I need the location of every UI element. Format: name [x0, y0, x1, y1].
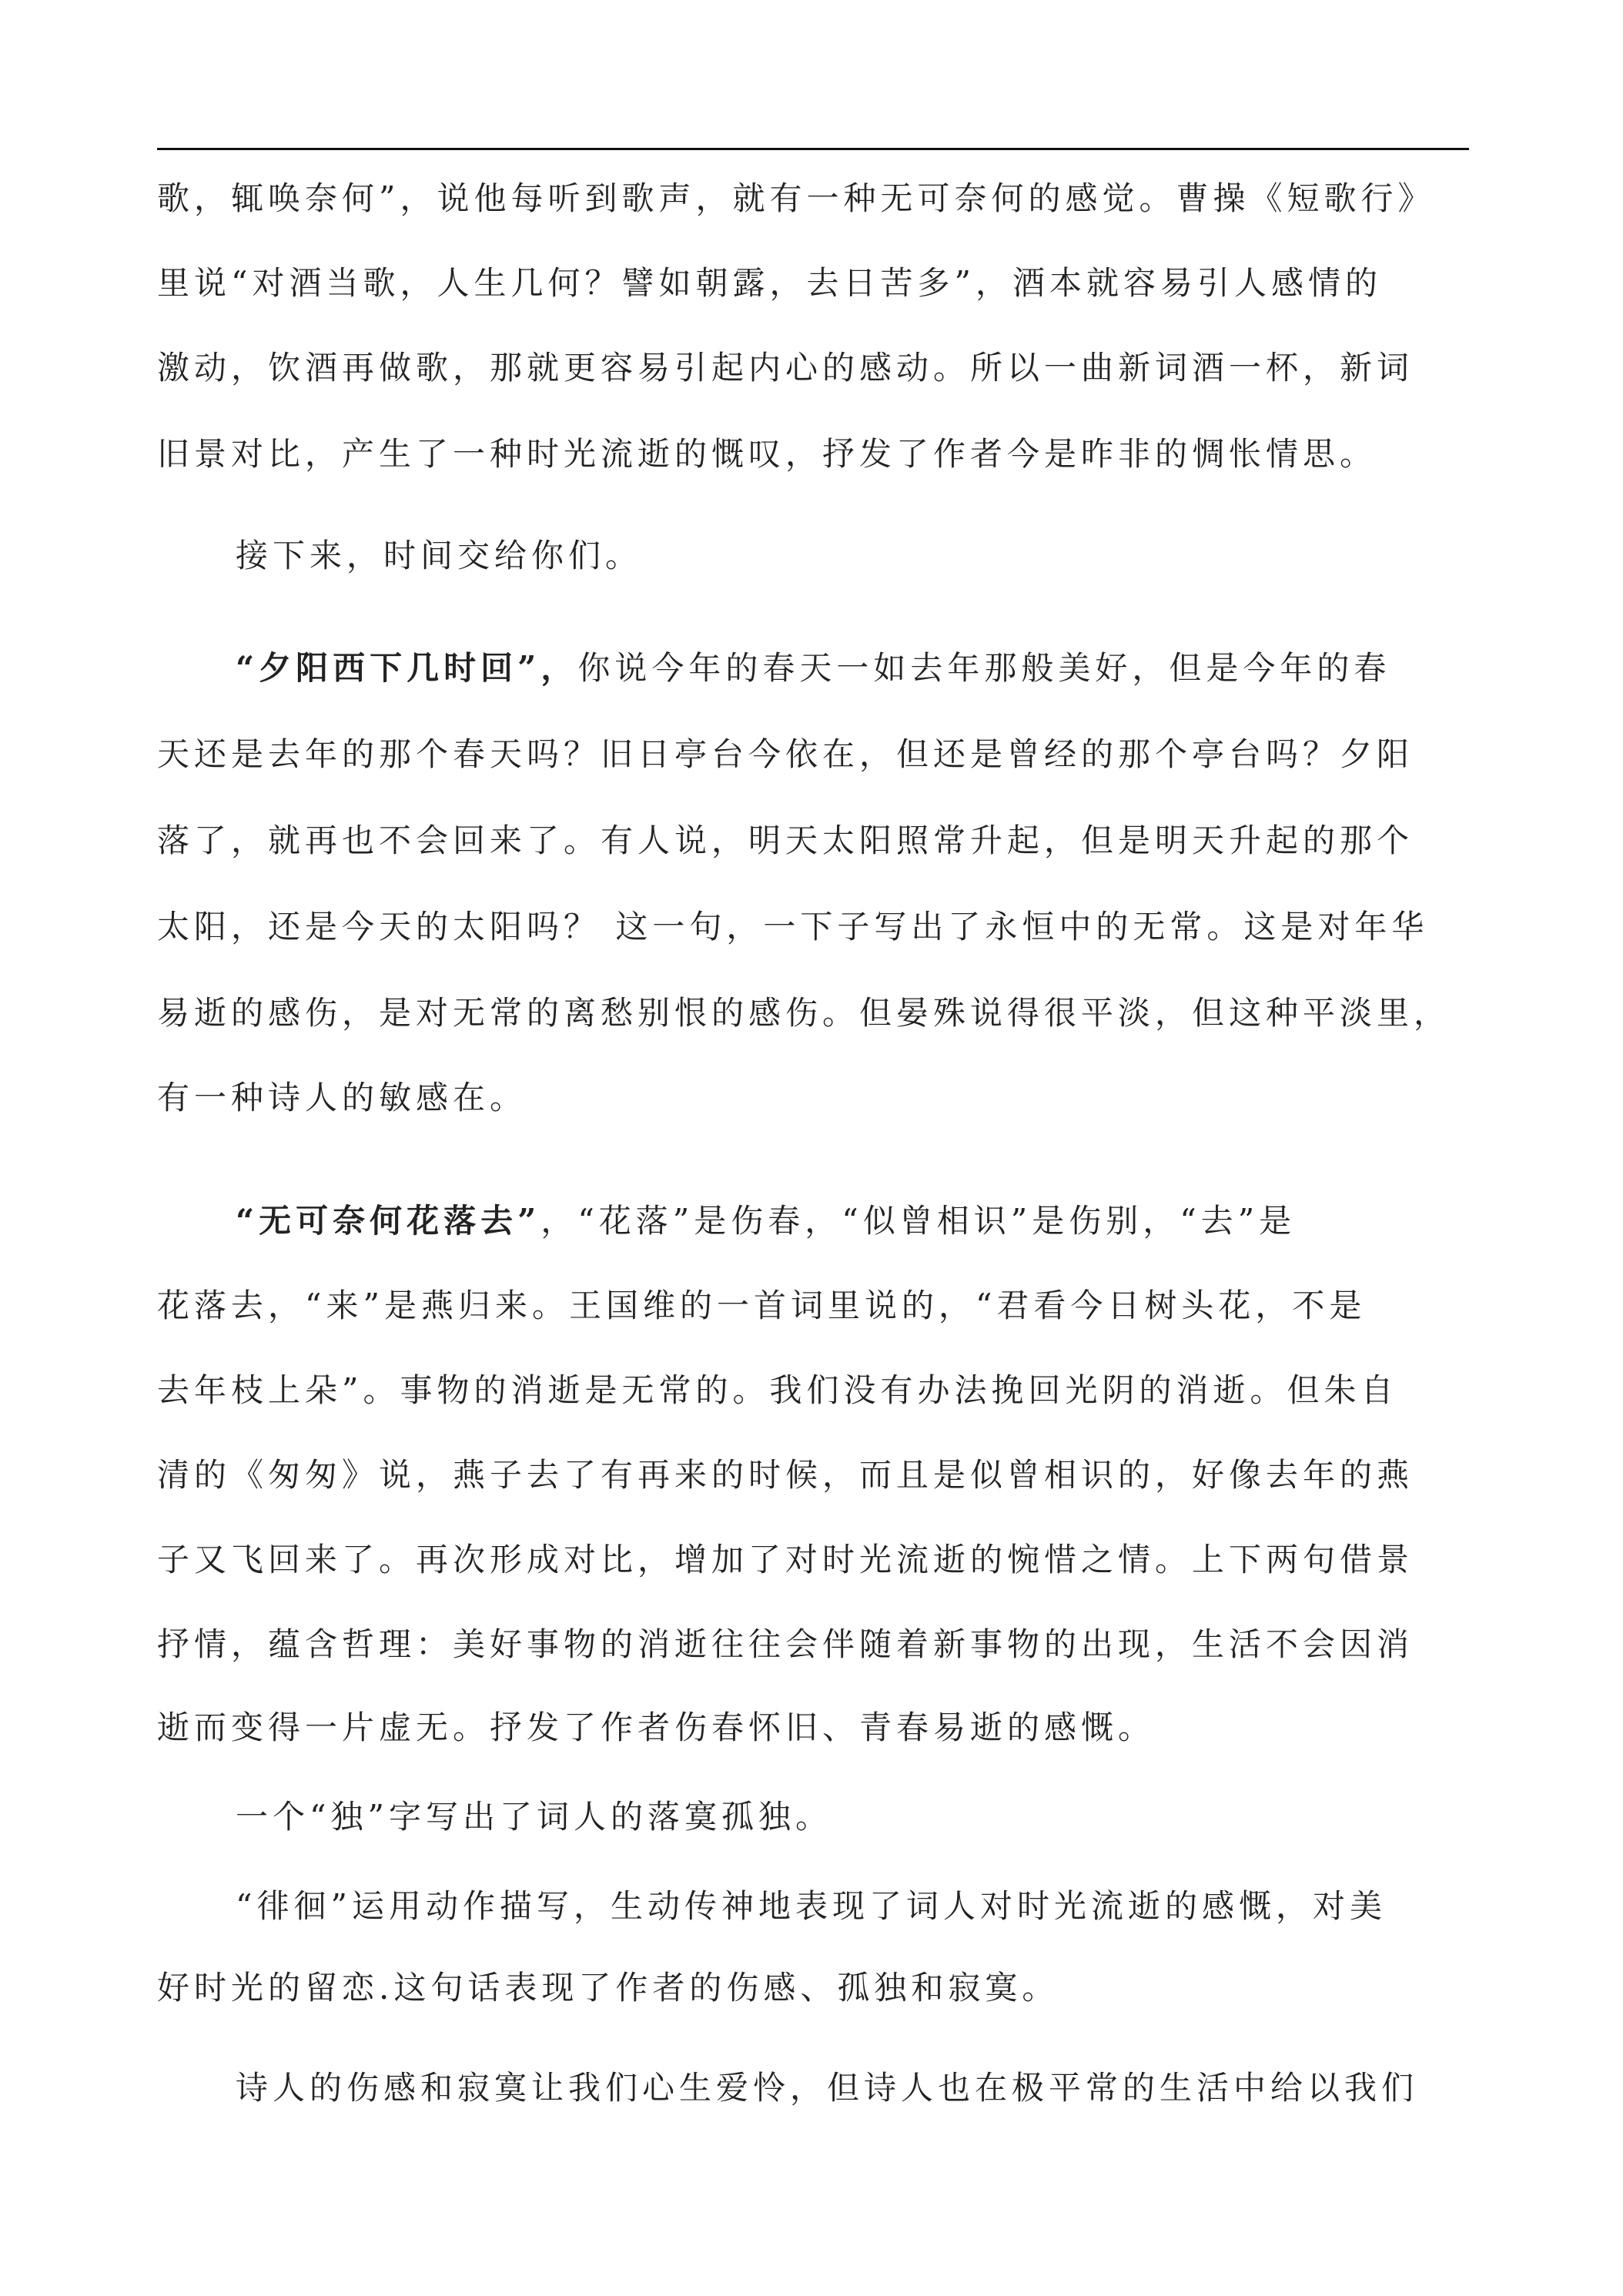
text-line: 诗人的伤感和寂寞让我们心生爱怜，但诗人也在极平常的生活中给以我们 [236, 2069, 1419, 2107]
text-line: 好时光的留恋.这句话表现了作者的伤感、孤独和寂寞。 [157, 1969, 1059, 2006]
header-rule [157, 148, 1469, 150]
text-span: ，“花落”是伤春，“似曾相识”是伤别，“去”是 [540, 1202, 1297, 1240]
text-line: 清的《匆匆》说，燕子去了有再来的时候，而且是似曾相识的，好像去年的燕 [157, 1456, 1414, 1494]
text-line: 花落去，“来”是燕归来。王国维的一首词里说的，“君看今日树头花，不是 [157, 1287, 1367, 1324]
text-line: 去年枝上朵”。事物的消逝是无常的。我们没有办法挽回光阴的消逝。但朱自 [157, 1371, 1398, 1409]
quote-lead: “夕阳西下几时回”， [236, 649, 578, 687]
text-line: 子又飞回来了。再次形成对比，增加了对时光流逝的惋惜之情。上下两句借景 [157, 1541, 1414, 1578]
text-line: “徘徊”运用动作描写，生动传神地表现了词人对时光流逝的感慨，对美 [236, 1887, 1387, 1925]
text-line: 歌，辄唤奈何”，说他每听到歌声，就有一种无可奈何的感觉。曹操《短歌行》 [157, 179, 1435, 217]
text-line: 抒情，蕴含哲理：美好事物的消逝往往会伴随着新事物的出现，生活不会因消 [157, 1625, 1414, 1663]
text-line [236, 1201, 1469, 1241]
text-span: 你说今年的春天一如去年那般美好，但是今年的春 [577, 649, 1391, 687]
text-line: 旧景对比，产生了一种时光流逝的慨叹，抒发了作者今是昨非的惆怅情思。 [157, 435, 1377, 473]
text-line: 天还是去年的那个春天吗？旧日亭台今依在，但还是曾经的那个亭台吗？夕阳 [157, 735, 1414, 773]
text-line: 落了，就再也不会回来了。有人说，明天太阳照常升起，但是明天升起的那个 [157, 822, 1414, 859]
text-line: 易逝的感伤，是对无常的离愁别恨的感伤。但晏殊说得很平淡，但这种平淡里， [157, 994, 1451, 1032]
text-line: 激动，饮酒再做歌，那就更容易引起内心的感动。所以一曲新词酒一杯，新词 [157, 349, 1414, 387]
text-line: 逝而变得一片虚无。抒发了作者伤春怀旧、青春易逝的感慨。 [157, 1709, 1156, 1746]
text-line: 有一种诗人的敏感在。 [157, 1079, 527, 1116]
text-line [236, 648, 1469, 688]
text-line: 太阳，还是今天的太阳吗？ 这一句，一下子写出了永恒中的无常。这是对年华 [157, 908, 1429, 946]
quote-lead: “无可奈何花落去” [236, 1202, 541, 1240]
text-line: 里说“对酒当歌，人生几何？譬如朝露，去日苦多”，酒本就容易引人感情的 [157, 264, 1382, 302]
text-line: 一个“独”字写出了词人的落寞孤独。 [236, 1798, 832, 1836]
text-line: 接下来，时间交给你们。 [236, 537, 643, 574]
